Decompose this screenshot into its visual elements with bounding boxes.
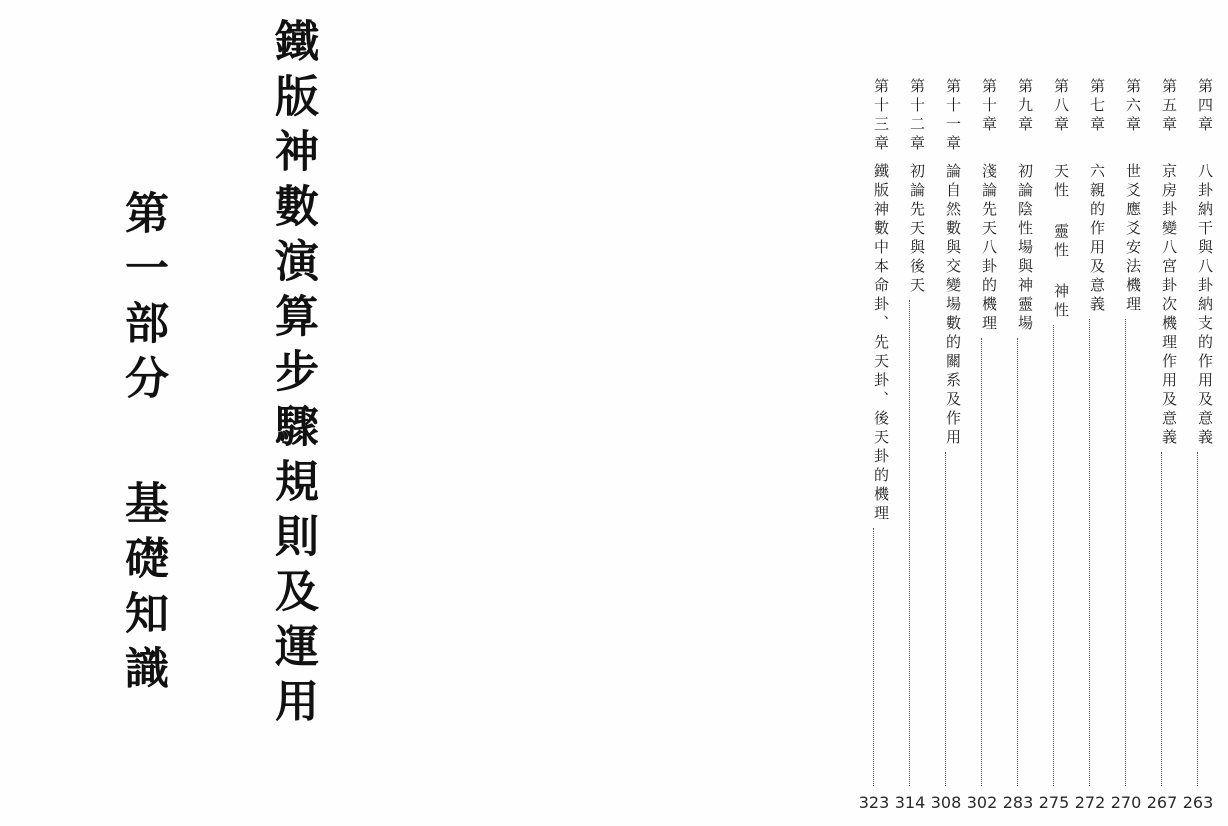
book-title: 鐵版神數演算步驟規則及運用 xyxy=(267,18,318,733)
dot-leader xyxy=(945,452,946,786)
dot-leader xyxy=(873,528,874,786)
page-number: 267 xyxy=(1146,793,1178,812)
toc-page xyxy=(614,0,1228,826)
dot-leader xyxy=(981,338,982,786)
chapter-number: 第六章 xyxy=(1124,78,1142,135)
toc-entry xyxy=(857,78,891,820)
part-heading xyxy=(112,190,172,700)
page-number: 283 xyxy=(1002,793,1034,812)
toc-entry xyxy=(893,78,927,820)
dot-leader xyxy=(1161,452,1162,786)
toc-entry xyxy=(1073,78,1107,820)
page-number: 272 xyxy=(1074,793,1106,812)
chapter-title: 世爻應爻安法機理 xyxy=(1124,163,1142,315)
chapter-number: 第十章 xyxy=(980,78,998,135)
page-number: 323 xyxy=(858,793,890,812)
page-number: 308 xyxy=(930,793,962,812)
dot-leader xyxy=(1125,319,1126,786)
chapter-number: 第八章 xyxy=(1052,78,1070,135)
toc-entry xyxy=(1109,78,1143,820)
chapter-number: 第十二章 xyxy=(908,78,926,154)
chapter-title: 京房卦變八宮卦次機理作用及意義 xyxy=(1160,163,1178,448)
chapter-number: 第四章 xyxy=(1196,78,1214,135)
page-number: 275 xyxy=(1038,793,1070,812)
chapter-title: 初論陰性場與神靈場 xyxy=(1016,163,1034,334)
chapter-number: 第九章 xyxy=(1016,78,1034,135)
chapter-number: 第五章 xyxy=(1160,78,1178,135)
page-number: 314 xyxy=(894,793,926,812)
dot-leader xyxy=(1089,319,1090,786)
toc-entry xyxy=(1145,78,1179,820)
page-number: 270 xyxy=(1110,793,1142,812)
page-number: 263 xyxy=(1182,793,1214,812)
chapter-number: 第十一章 xyxy=(944,78,962,154)
toc-entry xyxy=(1001,78,1035,820)
chapter-title: 鐵版神數中本命卦、先天卦、後天卦的機理 xyxy=(872,163,890,524)
chapter-title: 六親的作用及意義 xyxy=(1088,163,1106,315)
chapter-number: 第十三章 xyxy=(872,78,890,154)
chapter-number: 第七章 xyxy=(1088,78,1106,135)
chapter-title: 初論先天與後天 xyxy=(908,163,926,296)
toc-entry xyxy=(1037,78,1071,820)
chapter-title: 八卦納干與八卦納支的作用及意義 xyxy=(1196,163,1214,448)
dot-leader xyxy=(1053,325,1054,786)
dot-leader xyxy=(909,300,910,786)
part-number: 第一部分 xyxy=(117,190,168,410)
dot-leader xyxy=(1197,452,1198,786)
page-number: 302 xyxy=(966,793,998,812)
toc-entry xyxy=(1181,78,1215,820)
part-name: 基礎知識 xyxy=(117,480,168,700)
toc-entry xyxy=(929,78,963,820)
dot-leader xyxy=(1017,338,1018,786)
toc-entry xyxy=(965,78,999,820)
chapter-title: 天性 靈性 神性 xyxy=(1052,163,1070,321)
chapter-title: 淺論先天八卦的機理 xyxy=(980,163,998,334)
chapter-title: 論自然數與交變場數的關系及作用 xyxy=(944,163,962,448)
